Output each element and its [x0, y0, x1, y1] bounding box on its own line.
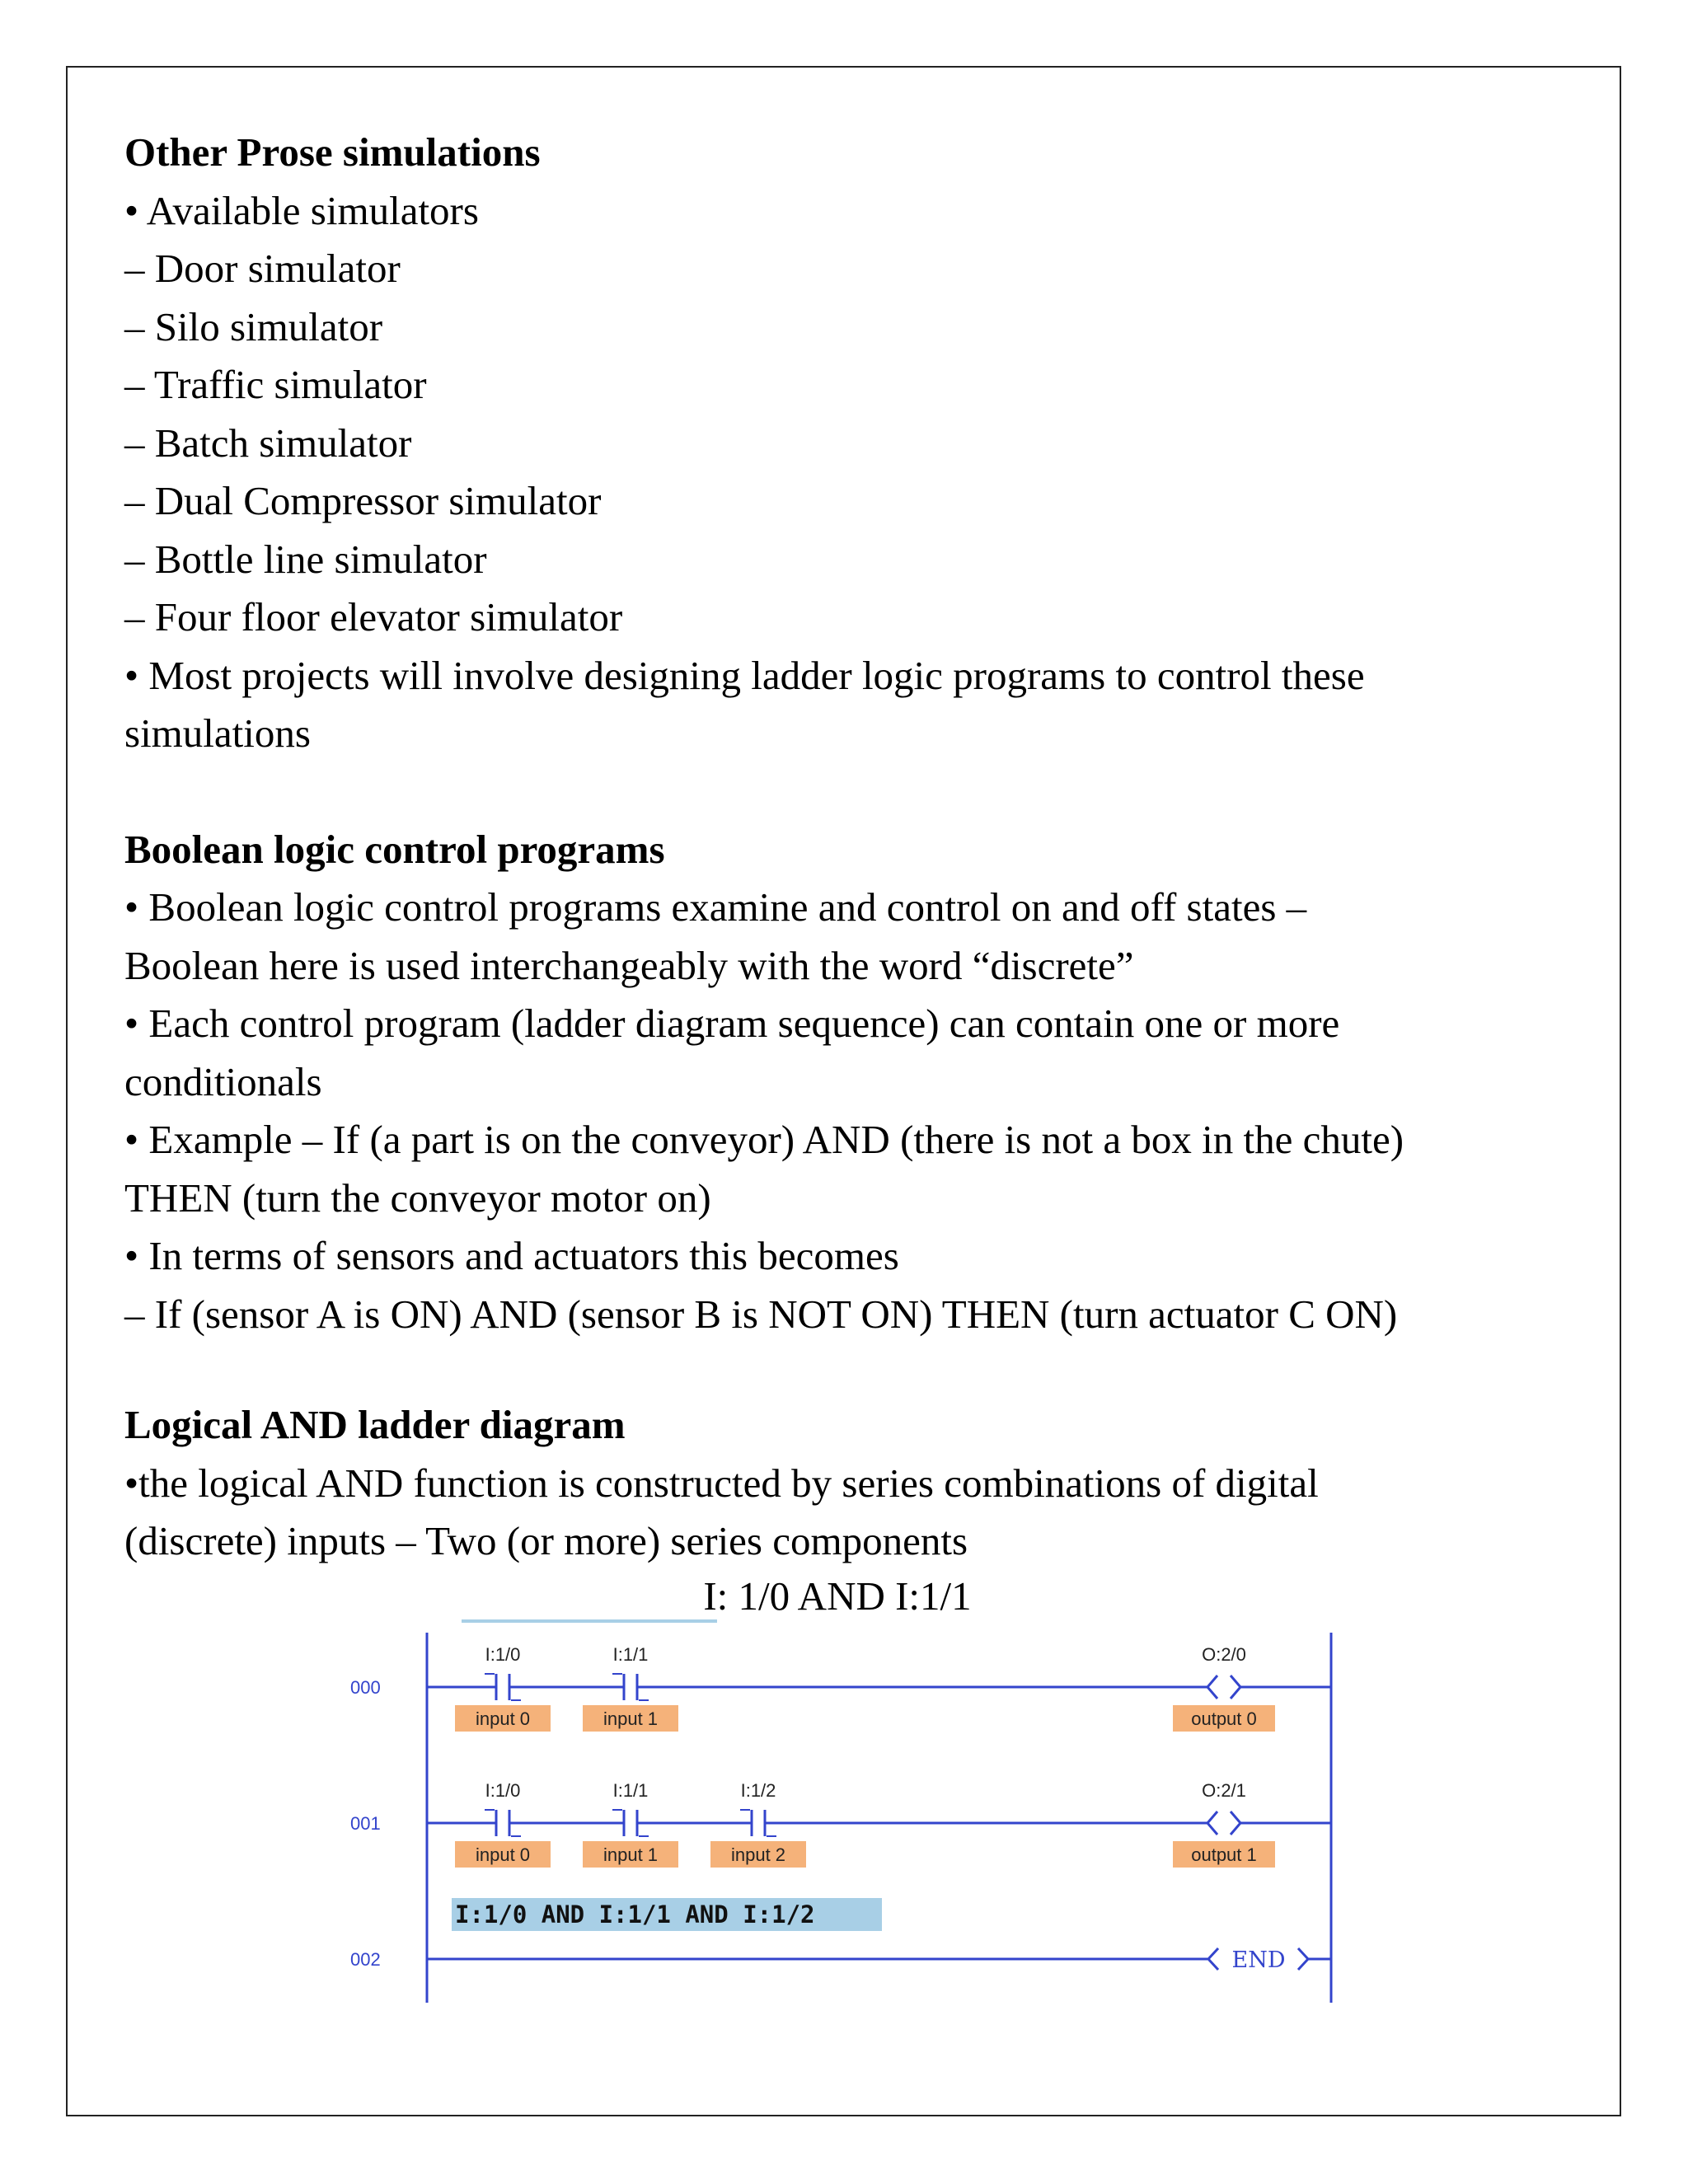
- end-coil-right: [1298, 1948, 1308, 1970]
- text-line: Boolean here is used interchangeably with the word “discrete”: [124, 942, 1134, 988]
- selection-band: [462, 1619, 717, 1623]
- end-label: END: [1231, 1947, 1286, 1973]
- rung-number: 001: [350, 1813, 381, 1834]
- diagram-caption: I: 1/0 AND I:1/1: [703, 1573, 972, 1619]
- contact-address: I:1/1: [612, 1780, 649, 1801]
- text-line: • Most projects will involve designing ladder logic programs to control these: [124, 652, 1365, 698]
- ladder-diagram: [330, 1619, 1360, 2015]
- coil-address: O:2/1: [1202, 1780, 1246, 1801]
- contact-label: input 0: [475, 1708, 531, 1729]
- contact-label: input 1: [603, 1708, 659, 1729]
- contact-address: I:1/0: [485, 1780, 521, 1801]
- text-line: simulations: [124, 710, 311, 756]
- text-line: (discrete) inputs – Two (or more) series components: [124, 1518, 968, 1563]
- text-line: • Example – If (a part is on the conveyor) AND (there is not a box in the chute): [124, 1117, 1404, 1162]
- contact-label: input 0: [475, 1844, 531, 1865]
- section-heading-prose: Other Prose simulations: [124, 129, 541, 175]
- rung-comment: I:1/0 AND I:1/1 AND I:1/2: [455, 1900, 815, 1929]
- section-heading-boolean: Boolean logic control programs: [124, 826, 665, 872]
- coil-label: output 0: [1191, 1708, 1257, 1729]
- text-line: – Batch simulator: [124, 419, 412, 466]
- end-coil-left: [1208, 1948, 1218, 1970]
- text-line: • Each control program (ladder diagram sequence) can contain one or more: [124, 1001, 1340, 1046]
- text-line: conditionals: [124, 1058, 322, 1104]
- text-line: – Four floor elevator simulator: [124, 594, 623, 640]
- text-line: – Bottle line simulator: [124, 536, 487, 582]
- contact-address: I:1/2: [740, 1780, 776, 1801]
- rung-number: 002: [350, 1949, 381, 1970]
- contact-label: input 1: [603, 1844, 659, 1865]
- contact-address: I:1/1: [612, 1644, 649, 1665]
- text-line: – Traffic simulator: [124, 362, 427, 407]
- text-line: – Silo simulator: [124, 303, 383, 349]
- text-line: • In terms of sensors and actuators this becomes: [124, 1233, 899, 1278]
- rung-number: 000: [350, 1677, 381, 1698]
- coil-label: output 1: [1191, 1844, 1257, 1865]
- text-line: •the logical AND function is constructed by series combinations of digital: [124, 1460, 1319, 1506]
- text-line: – Door simulator: [124, 246, 401, 291]
- text-line: – Dual Compressor simulator: [124, 478, 602, 523]
- document-body: [124, 124, 1542, 1571]
- contact-address: I:1/0: [485, 1644, 521, 1665]
- text-line: THEN (turn the conveyor motor on): [124, 1174, 711, 1221]
- coil-address: O:2/0: [1202, 1644, 1246, 1665]
- text-line: – If (sensor A is ON) AND (sensor B is NOT ON) THEN (turn actuator C ON): [124, 1291, 1398, 1337]
- text-line: • Boolean logic control programs examine and control on and off states –: [124, 884, 1307, 930]
- section-heading-and-ladder: Logical AND ladder diagram: [124, 1402, 626, 1447]
- diagram-caption-wrap: [124, 1568, 1542, 1625]
- text-line: • Available simulators: [124, 187, 479, 233]
- contact-label: input 2: [730, 1844, 786, 1865]
